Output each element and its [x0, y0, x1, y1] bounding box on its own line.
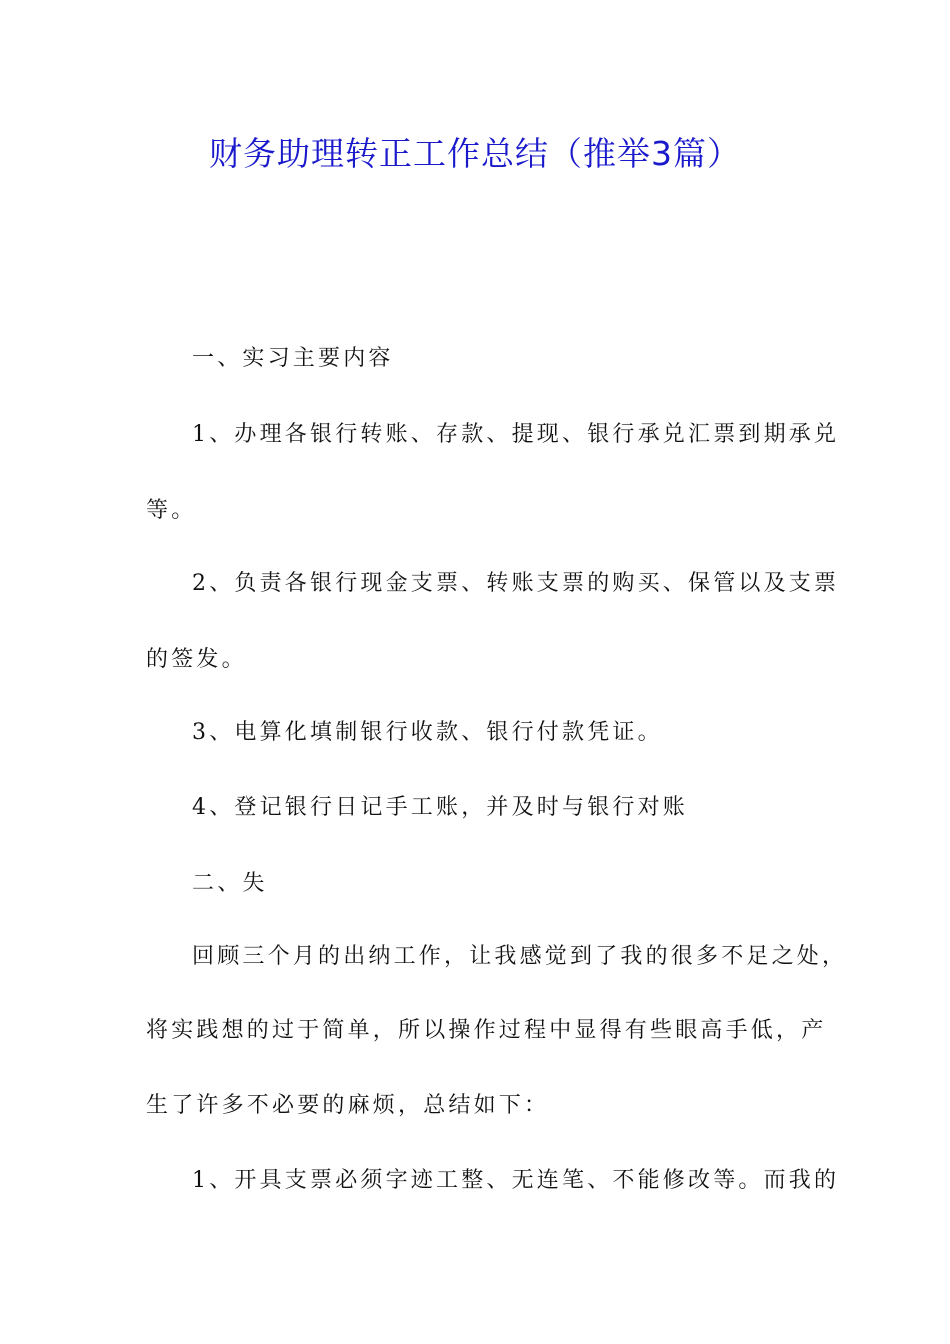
document-title: 财务助理转正工作总结（推举3篇）: [209, 134, 741, 173]
paragraph-line: 2、负责各银行现金支票、转账支票的购买、保管以及支票: [192, 571, 840, 596]
paragraph-line: 将实践想的过于简单，所以操作过程中显得有些眼高手低，产: [146, 1018, 827, 1043]
paragraph-line: 回顾三个月的出纳工作，让我感觉到了我的很多不足之处，: [192, 944, 848, 969]
section-heading-internship: 一、实习主要内容: [192, 346, 394, 371]
paragraph-line: 1、开具支票必须字迹工整、无连笔、不能修改等。而我的: [192, 1168, 840, 1193]
paragraph-line: 的签发。: [146, 647, 247, 672]
paragraph-line: 3、电算化填制银行收款、银行付款凭证。: [192, 720, 663, 745]
paragraph-line: 生了许多不必要的麻烦，总结如下：: [146, 1093, 550, 1118]
section-heading-shortcomings: 二、失: [192, 871, 268, 896]
paragraph-line: 等。: [146, 498, 197, 523]
paragraph-line: 4、登记银行日记手工账，并及时与银行对账: [192, 795, 688, 820]
paragraph-line: 1、办理各银行转账、存款、提现、银行承兑汇票到期承兑: [192, 422, 840, 447]
